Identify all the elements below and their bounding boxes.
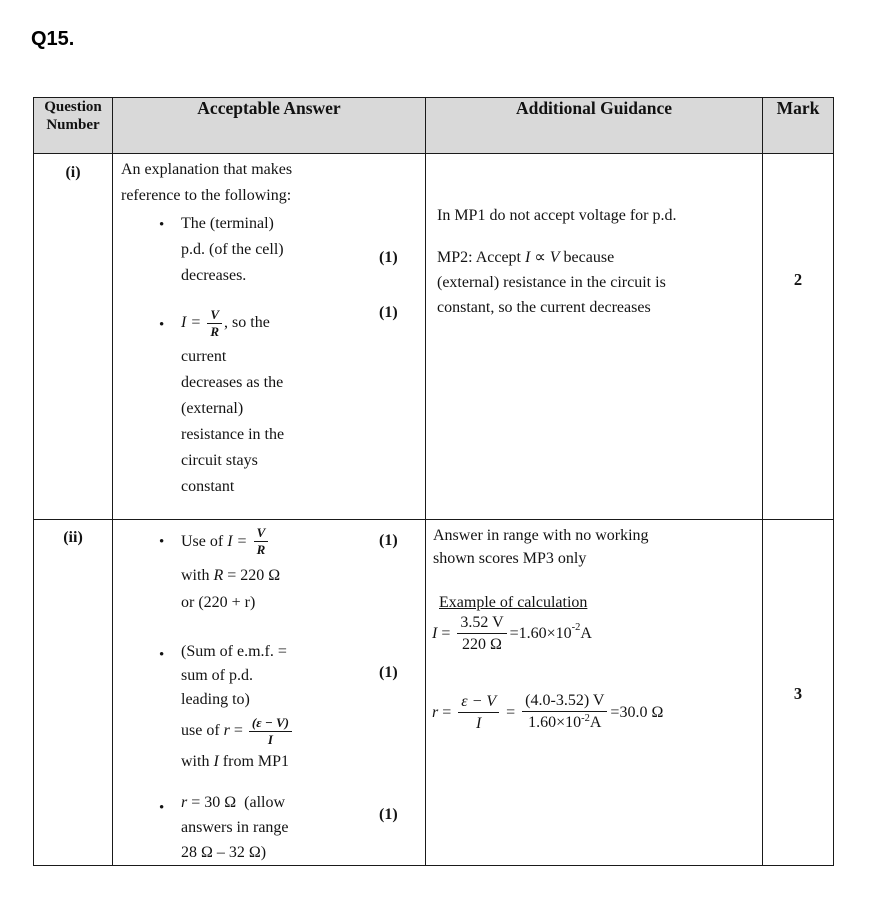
row-ii-bullet2-text: (Sum of e.m.f. = sum of p.d. leading to) use of r = $\frac{(\varepsilon - V)}{I}$ with I from MP1: [181, 640, 294, 774]
row-i-intro: An explanation that makes reference to the following:: [121, 161, 293, 204]
mark-scheme-table: [33, 97, 834, 866]
mark-point-1: (1): [379, 664, 398, 681]
header-mark: Mark: [763, 98, 834, 154]
row-ii-number-cell: [34, 520, 113, 866]
text-fragment: =30.0 Ω: [610, 703, 664, 721]
header-additional-guidance: Additional Guidance: [426, 98, 763, 154]
header-acceptable-answer: Acceptable Answer: [113, 98, 426, 154]
row-ii-answer-cell: [113, 520, 426, 866]
var-I: I: [525, 249, 531, 266]
var-r: r: [181, 794, 188, 811]
row-i-number: (i): [65, 164, 81, 181]
fraction-3.52v-over-220ohm: $\frac{3.52 V}{220 \Omega}$: [457, 612, 506, 655]
fraction-emf-minus-v-over-i: $\frac{\varepsilon - V}{I}$: [458, 691, 499, 734]
text-fragment: A: [580, 624, 592, 642]
text-fragment: = 30 Ω (allow: [187, 794, 286, 811]
bullet-icon: •: [159, 534, 165, 550]
question-title: Q15.: [31, 28, 75, 50]
equation-use-of-i: [181, 520, 280, 562]
var-I: I: [181, 314, 187, 331]
text-fragment: = 220 Ω: [223, 567, 281, 584]
row-ii-mark-cell: [763, 520, 834, 866]
row-i-answer-cell: [113, 154, 426, 520]
equals-sign: =: [237, 532, 247, 550]
example-of-calculation-label: Example of calculation: [439, 594, 588, 611]
row-i-mark-cell: [763, 154, 834, 520]
bullet-icon: •: [159, 217, 165, 233]
row-i-mark-value: 2: [793, 270, 803, 289]
equation-use-of-r: [181, 712, 294, 750]
row-ii-number: (ii): [63, 529, 83, 546]
var-I: I: [227, 532, 233, 550]
row-ii: [34, 520, 834, 866]
equals-sign: =: [437, 624, 455, 642]
fraction-emf-minus-v-over-i: $\frac{(\varepsilon - V)}{I}$: [249, 715, 292, 748]
calculation-internal-resistance: [432, 690, 663, 735]
bullet-icon: •: [159, 647, 165, 663]
guidance-mp2: MP2: Accept I ∝ V because (external) resistance in the circuit is constant, so the current decreases: [437, 249, 666, 316]
row-ii-mark-value: 3: [793, 684, 803, 703]
text-fragment: because: [559, 249, 615, 266]
row-i-bullet1-text: The (terminal) p.d. (of the cell) decreases.: [181, 215, 284, 284]
row-ii-guidance-cell: [426, 520, 763, 866]
text-fragment: use of: [181, 722, 224, 739]
mark-point-1: (1): [379, 806, 398, 823]
text-fragment: Use of: [181, 532, 228, 550]
row-i: [34, 154, 834, 520]
bullet-icon: •: [159, 800, 165, 816]
header-row: [34, 98, 834, 154]
text-fragment: MP2: Accept: [437, 249, 525, 266]
mark-point-1: (1): [379, 532, 398, 549]
fraction-v-over-r: $\frac{V}{R}$: [254, 525, 269, 558]
var-V: V: [549, 249, 560, 266]
equals-sign: =: [229, 722, 247, 739]
text-fragment: with: [181, 753, 214, 770]
text-fragment: =1.60×10: [509, 624, 572, 642]
equals-sign: =: [438, 703, 456, 721]
text-fragment: from MP1: [218, 753, 290, 770]
guidance-mp1: In MP1 do not accept voltage for p.d.: [437, 207, 677, 224]
calculation-current: [432, 612, 592, 655]
row-i-number-cell: [34, 154, 113, 520]
superscript: -2: [571, 622, 581, 633]
superscript: -2: [581, 713, 590, 724]
var-r: r: [432, 703, 439, 721]
mark-point-1: (1): [379, 304, 398, 321]
var-r: r: [223, 722, 230, 739]
row-ii-bullet1-text: Use of I = $\frac{V}{R}$ with R = 220 Ω or (220 + r): [181, 520, 280, 616]
bullet-icon: •: [159, 317, 165, 333]
fraction-v-over-r: $\frac{V}{R}$: [207, 307, 222, 340]
equation-i-over-r: [181, 302, 284, 344]
mark-point-1: (1): [379, 249, 398, 266]
header-question-number: Question Number: [34, 98, 113, 154]
equals-sign: =: [191, 314, 201, 331]
var-R: R: [213, 567, 224, 584]
fraction-voltage-over-current: $\frac{(4.0-3.52) V}{1.60\times 10^{-2}A}$: [522, 690, 607, 735]
row-i-guidance-cell: [426, 154, 763, 520]
row-i-bullet2-text: I = $\frac{V}{R}$ , so the current decreases as the (external) resistance in the circuit stays constant: [181, 302, 284, 500]
guidance-note: Answer in range with no working shown scores MP3 only: [433, 527, 649, 567]
var-I: I: [213, 753, 219, 770]
var-I: I: [432, 624, 438, 642]
row-ii-bullet3-text: r = 30 Ω (allow answers in range 28 Ω – 32 Ω): [181, 794, 289, 861]
text-fragment: , so the: [224, 314, 270, 331]
proportional-symbol: ∝: [530, 249, 550, 266]
equals-sign: =: [502, 703, 520, 721]
text-fragment: with: [181, 567, 214, 584]
